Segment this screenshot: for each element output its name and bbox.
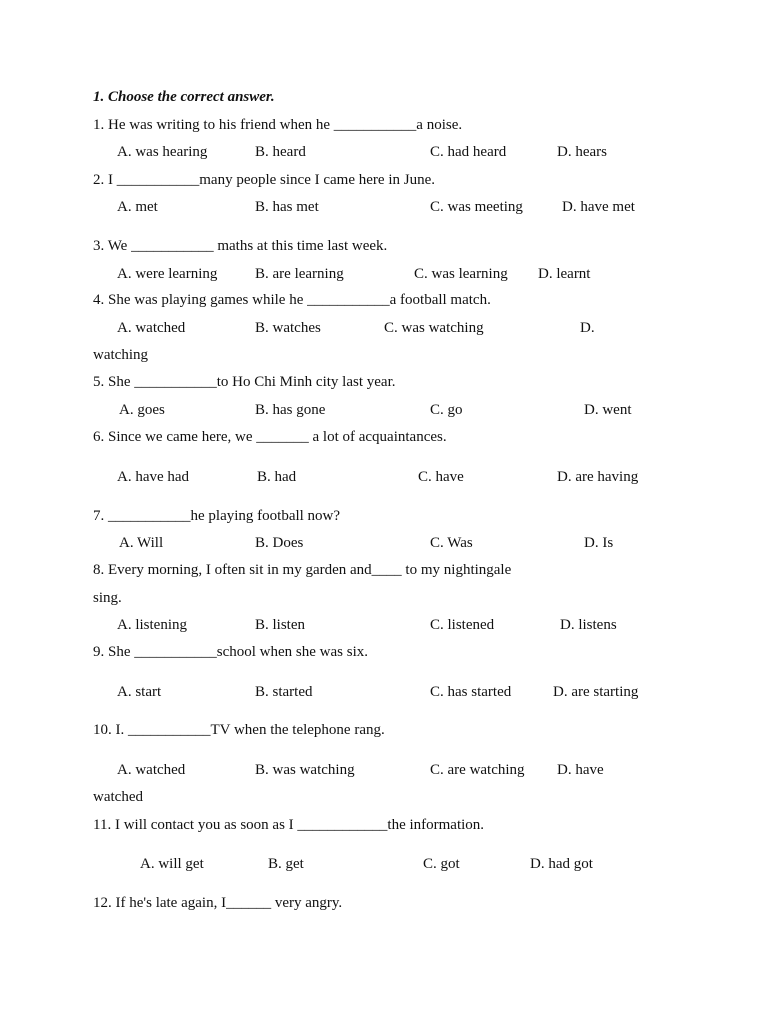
question-4-stem: 4. She was playing games while he ___________a football match. <box>93 292 491 308</box>
question-11-option-c[interactable]: C. got <box>423 856 460 872</box>
question-4-option-b[interactable]: B. watches <box>255 320 321 336</box>
question-4-option-d-continuation: watching <box>93 347 148 363</box>
question-1-option-a[interactable]: A. was hearing <box>117 144 208 160</box>
question-3-option-a[interactable]: A. were learning <box>117 266 218 282</box>
question-10-option-b[interactable]: B. was watching <box>255 762 355 778</box>
question-4-option-d[interactable]: D. <box>580 320 595 336</box>
question-6-option-c[interactable]: C. have <box>418 469 464 485</box>
question-12-stem: 12. If he's late again, I______ very angry. <box>93 895 343 911</box>
question-8-stem: 8. Every morning, I often sit in my garden and____ to my nightingale <box>93 562 512 578</box>
question-5-option-b[interactable]: B. has gone <box>255 402 326 418</box>
question-11-option-d[interactable]: D. had got <box>530 856 593 872</box>
question-9-option-a[interactable]: A. start <box>117 684 162 700</box>
question-2-option-b[interactable]: B. has met <box>255 199 319 215</box>
question-10-option-c[interactable]: C. are watching <box>430 762 525 778</box>
question-1-option-b[interactable]: B. heard <box>255 144 306 160</box>
question-11-option-b[interactable]: B. get <box>268 856 304 872</box>
question-5-option-a[interactable]: A. goes <box>119 402 165 418</box>
question-4-option-c[interactable]: C. was watching <box>384 320 484 336</box>
question-1-option-c[interactable]: C. had heard <box>430 144 507 160</box>
question-5-option-d[interactable]: D. went <box>584 402 632 418</box>
question-3-stem: 3. We ___________ maths at this time last week. <box>93 238 388 254</box>
question-1-stem: 1. He was writing to his friend when he ___________a noise. <box>93 117 463 133</box>
question-11-stem: 11. I will contact you as soon as I ____________the information. <box>93 817 485 833</box>
question-6-stem: 6. Since we came here, we _______ a lot of acquaintances. <box>93 429 447 445</box>
question-3-option-c[interactable]: C. was learning <box>414 266 508 282</box>
question-7-option-b[interactable]: B. Does <box>255 535 304 551</box>
question-5-stem: 5. She ___________to Ho Chi Minh city last year. <box>93 374 396 390</box>
question-6-option-a[interactable]: A. have had <box>117 469 190 485</box>
question-8-option-c[interactable]: C. listened <box>430 617 495 633</box>
question-10-option-d-continuation: watched <box>93 789 143 805</box>
question-9-option-c[interactable]: C. has started <box>430 684 512 700</box>
question-8-option-d[interactable]: D. listens <box>560 617 617 633</box>
question-3-option-d[interactable]: D. learnt <box>538 266 591 282</box>
section-title: 1. Choose the correct answer. <box>93 89 275 105</box>
question-4-option-a[interactable]: A. watched <box>117 320 186 336</box>
question-6-option-b[interactable]: B. had <box>257 469 297 485</box>
question-7-option-d[interactable]: D. Is <box>584 535 614 551</box>
question-7-option-a[interactable]: A. Will <box>119 535 164 551</box>
question-2-option-a[interactable]: A. met <box>117 199 158 215</box>
question-9-option-d[interactable]: D. are starting <box>553 684 639 700</box>
question-2-option-d[interactable]: D. have met <box>562 199 635 215</box>
question-9-stem: 9. She ___________school when she was six. <box>93 644 368 660</box>
question-7-stem: 7. ___________he playing football now? <box>93 508 341 524</box>
question-10-stem: 10. I. ___________TV when the telephone rang. <box>93 722 385 738</box>
question-10-option-d[interactable]: D. have <box>557 762 604 778</box>
question-5-option-c[interactable]: C. go <box>430 402 463 418</box>
question-8-option-a[interactable]: A. listening <box>117 617 187 633</box>
question-8-stem-continuation: sing. <box>93 590 122 606</box>
question-2-option-c[interactable]: C. was meeting <box>430 199 523 215</box>
question-2-stem: 2. I ___________many people since I came here in June. <box>93 172 435 188</box>
question-11-option-a[interactable]: A. will get <box>140 856 204 872</box>
question-3-option-b[interactable]: B. are learning <box>255 266 344 282</box>
question-1-option-d[interactable]: D. hears <box>557 144 607 160</box>
question-8-option-b[interactable]: B. listen <box>255 617 306 633</box>
question-7-option-c[interactable]: C. Was <box>430 535 473 551</box>
question-10-option-a[interactable]: A. watched <box>117 762 186 778</box>
question-9-option-b[interactable]: B. started <box>255 684 313 700</box>
question-6-option-d[interactable]: D. are having <box>557 469 639 485</box>
